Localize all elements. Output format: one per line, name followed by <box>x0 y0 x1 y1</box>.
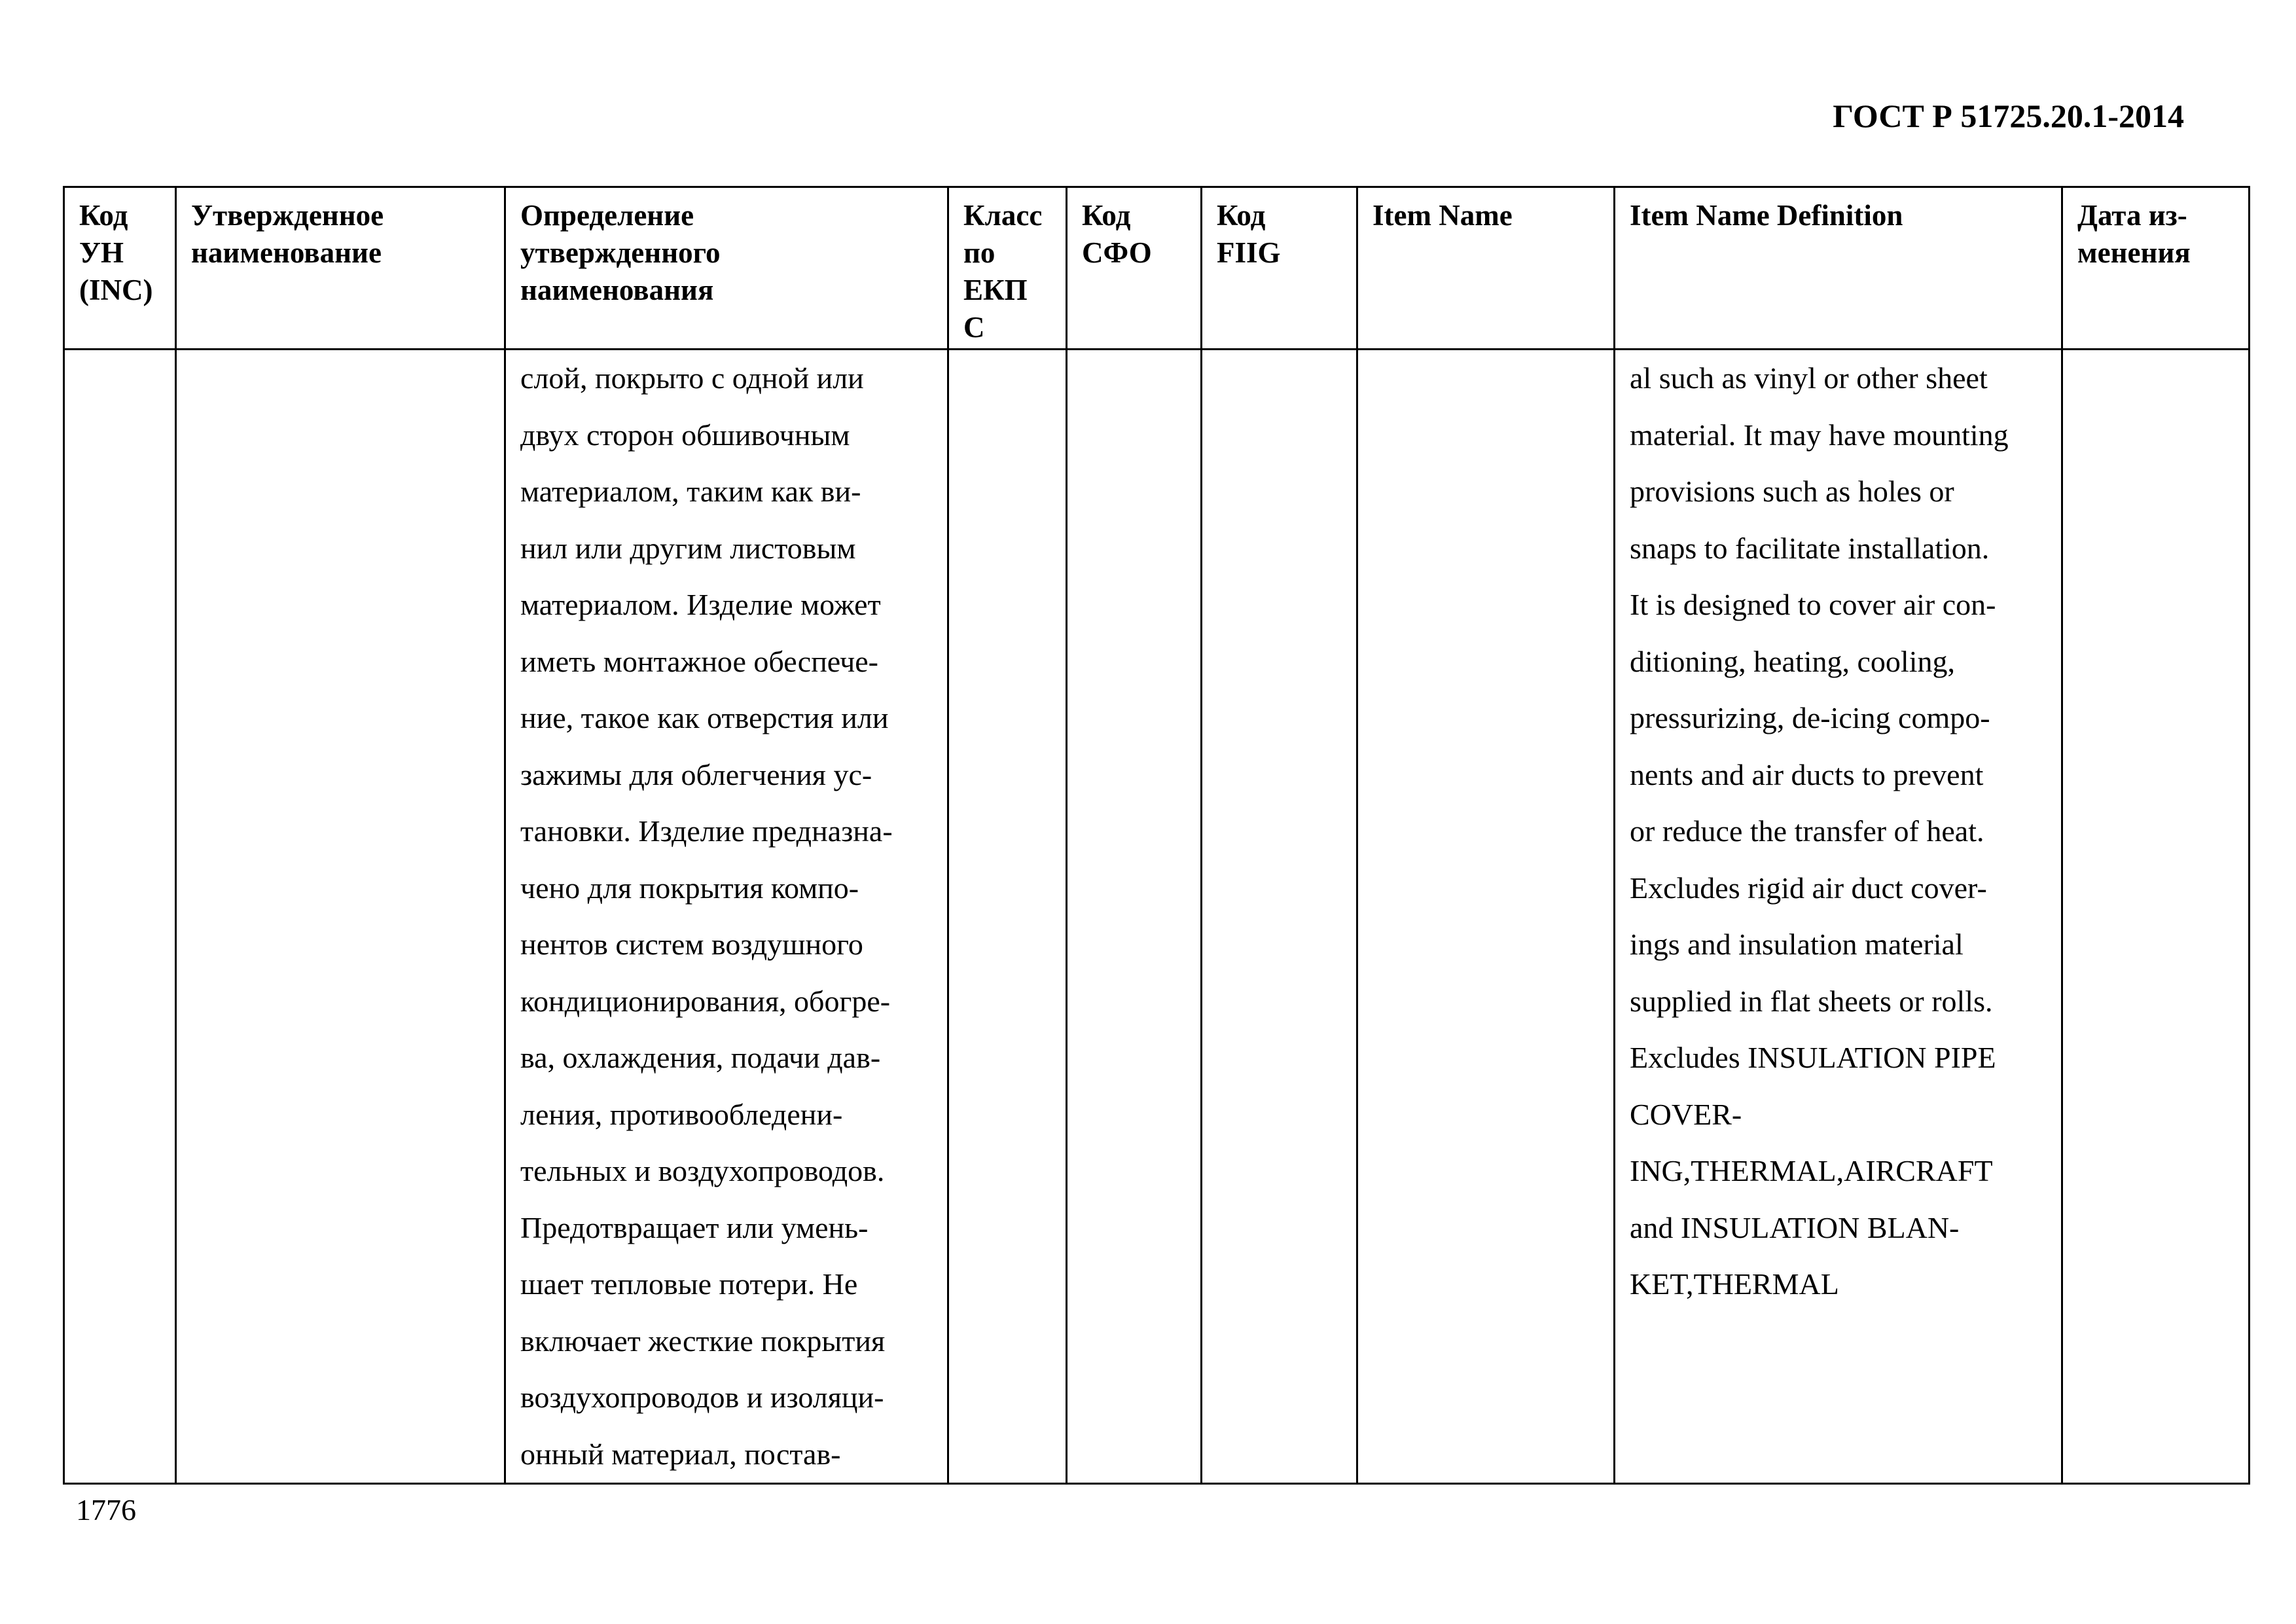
text-line: Item Name Definition <box>1630 199 1903 232</box>
text-line: СФО <box>1082 236 1152 269</box>
text-line: pressurizing, de-icing compo- <box>1630 701 1990 734</box>
text-line: ings and insulation material <box>1630 928 1964 961</box>
header-change-date <box>2062 187 2250 350</box>
text-line: наименование <box>191 236 382 269</box>
text-line: Предотвращает или умень- <box>520 1210 869 1244</box>
text-line: Класс <box>963 199 1043 232</box>
text-line: snaps to facilitate installation. <box>1630 531 1990 565</box>
header-fiig-code <box>1202 187 1357 350</box>
header-approved-name <box>176 187 505 350</box>
text-line: Код <box>1217 199 1266 232</box>
text-line: FIIG <box>1217 236 1281 269</box>
cell-item-name <box>1357 350 1615 1484</box>
text-line: Код <box>1082 199 1131 232</box>
text-line: Excludes INSULATION PIPE <box>1630 1041 1996 1074</box>
cell-approved-name <box>176 350 505 1484</box>
cell-inc-code <box>64 350 176 1484</box>
nomenclature-table <box>63 186 2250 1485</box>
text-line: Item Name <box>1372 199 1513 232</box>
text-line: С <box>963 311 985 344</box>
text-line: воздухопроводов и изоляци- <box>520 1380 884 1414</box>
text-line: or reduce the transfer of heat. <box>1630 814 1984 848</box>
text-line: It is designed to cover air con- <box>1630 588 1996 621</box>
text-line: по <box>963 236 996 269</box>
text-line: ЕКП <box>963 274 1028 306</box>
text-line: nents and air ducts to prevent <box>1630 757 1984 791</box>
text-line: ва, охлаждения, подачи дав- <box>520 1041 881 1074</box>
cell-fiig-code <box>1202 350 1357 1484</box>
cell-sfo-code <box>1067 350 1202 1484</box>
text-line: слой, покрыто с одной или <box>520 361 864 395</box>
text-line: Определение <box>520 199 694 232</box>
text-line: менения <box>2077 236 2191 269</box>
text-line: иметь монтажное обеспече- <box>520 644 878 678</box>
text-line: COVER- <box>1630 1097 1742 1131</box>
text-line: утвержденного <box>520 236 721 269</box>
page-number: 1776 <box>76 1493 136 1526</box>
text-line: двух сторон обшивочным <box>520 418 850 452</box>
text-line: Код <box>79 199 128 232</box>
header-approved-name-definition <box>505 187 948 350</box>
text-line: Утвержденное <box>191 199 384 232</box>
text-line: нил или другим листовым <box>520 531 856 565</box>
text-line: УН <box>79 236 124 269</box>
text-line: нентов систем воздушного <box>520 928 863 961</box>
header-item-name-definition <box>1615 187 2062 350</box>
cell-change-date <box>2062 350 2250 1484</box>
text-line: provisions such as holes or <box>1630 475 1954 508</box>
text-line: тельных и воздухопроводов. <box>520 1154 885 1187</box>
header-sfo-code <box>1067 187 1202 350</box>
text-line: материалом. Изделие может <box>520 588 881 621</box>
text-line: ления, противообледени- <box>520 1097 843 1131</box>
header-item-name <box>1357 187 1615 350</box>
table-row <box>64 350 2250 1484</box>
text-line: (INC) <box>79 274 153 306</box>
header-ekps-class <box>948 187 1067 350</box>
text-line: material. It may have mounting <box>1630 418 2009 452</box>
text-line: наименования <box>520 274 714 306</box>
text-line: шает тепловые потери. Не <box>520 1267 858 1301</box>
text-line: ING,THERMAL,AIRCRAFT <box>1630 1154 1993 1187</box>
text-line: Excludes rigid air duct cover- <box>1630 871 1987 905</box>
text-line: материалом, таким как ви- <box>520 475 861 508</box>
text-line: supplied in flat sheets or rolls. <box>1630 984 1993 1018</box>
cell-definition-ru <box>505 350 948 1484</box>
text-line: ditioning, heating, cooling, <box>1630 644 1955 678</box>
header-inc-code <box>64 187 176 350</box>
cell-ekps-class <box>948 350 1067 1484</box>
text-line: кондиционирования, обогре- <box>520 984 891 1018</box>
text-line: зажимы для облегчения ус- <box>520 757 872 791</box>
document-code: ГОСТ Р 51725.20.1-2014 <box>1833 98 2184 134</box>
text-line: включает жесткие покрытия <box>520 1324 886 1358</box>
table-header-row <box>64 187 2250 350</box>
text-line: Дата из- <box>2077 199 2187 232</box>
text-line: чено для покрытия компо- <box>520 871 859 905</box>
text-line: ние, такое как отверстия или <box>520 701 889 734</box>
text-line: and INSULATION BLAN- <box>1630 1210 1960 1244</box>
text-line: онный материал, постав- <box>520 1437 841 1471</box>
text-line: тановки. Изделие предназна- <box>520 814 893 848</box>
text-line: KET,THERMAL <box>1630 1267 1839 1301</box>
text-line: al such as vinyl or other sheet <box>1630 361 1988 395</box>
cell-definition-en <box>1615 350 2062 1484</box>
